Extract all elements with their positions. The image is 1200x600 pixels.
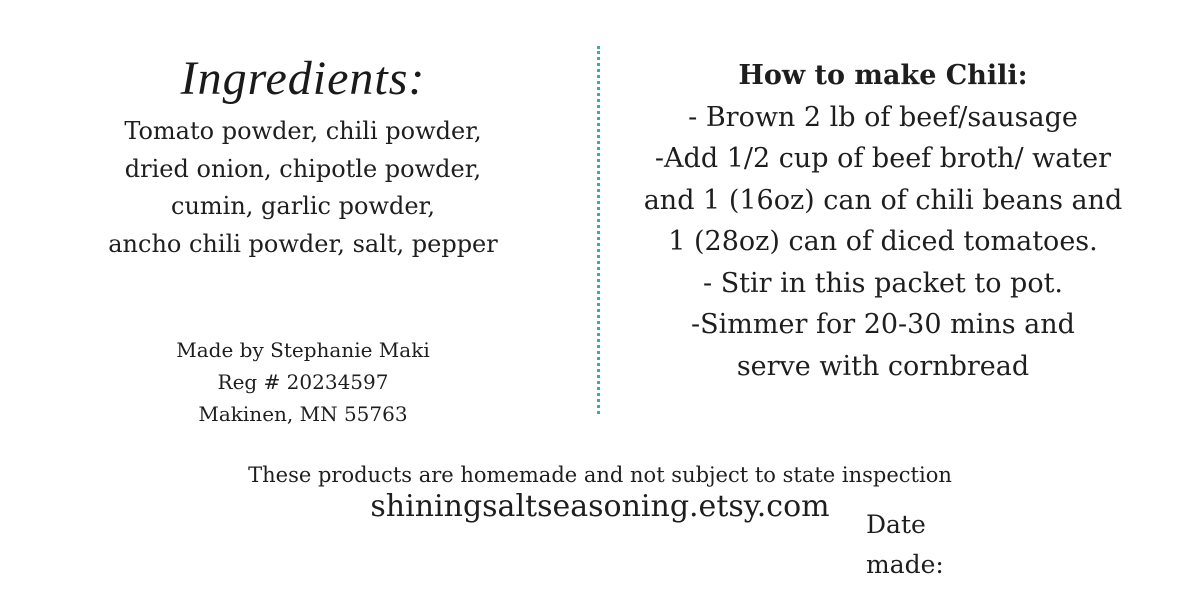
instruction-line: -Add 1/2 cup of beef broth/ water	[654, 143, 1112, 174]
instruction-line: - Brown 2 lb of beef/sausage	[688, 101, 1078, 133]
maker-location: Makinen, MN 55763	[198, 402, 408, 426]
date-made-label	[866, 505, 944, 585]
dotted-divider	[597, 46, 600, 414]
maker-name: Made by Stephanie Maki	[176, 338, 430, 362]
instruction-line: 1 (28oz) can of diced tomatoes.	[668, 226, 1098, 257]
instruction-line: - Stir in this packet to pot.	[702, 267, 1064, 299]
maker-reg: Reg # 20234597	[217, 370, 389, 394]
instruction-line: and 1 (16oz) can of chili beans and	[643, 184, 1123, 216]
instructions-section	[632, 55, 1134, 387]
ingredients-section	[60, 48, 546, 263]
instruction-line: serve with cornbread	[736, 350, 1030, 382]
date-label-line: Date	[866, 510, 926, 539]
ingredients-title: Ingredients:	[180, 52, 426, 105]
instruction-line: -Simmer for 20-30 mins and	[691, 309, 1075, 340]
ingredients-list	[60, 113, 546, 263]
inspection-disclaimer: These products are homemade and not subject to state inspection	[248, 463, 952, 487]
ingredients-line: Tomato powder, chili powder,	[124, 117, 482, 145]
maker-info	[103, 334, 503, 430]
website-url: shiningsaltseasoning.etsy.com	[370, 489, 830, 524]
ingredients-line: dried onion, chipotle powder,	[124, 154, 482, 183]
ingredients-line: cumin, garlic powder,	[171, 192, 435, 220]
date-label-line: made:	[866, 550, 944, 579]
instructions-title: How to make Chili:	[738, 60, 1028, 91]
ingredients-line: ancho chili powder, salt, pepper	[108, 229, 498, 258]
